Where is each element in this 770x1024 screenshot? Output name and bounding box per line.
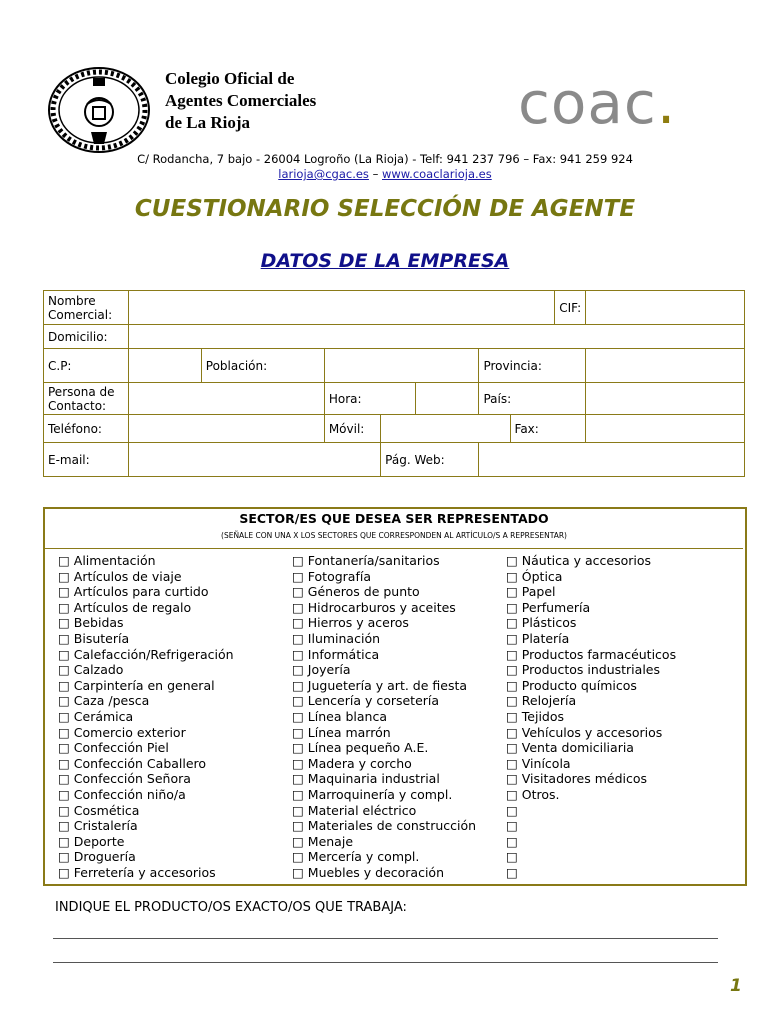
provincia-field[interactable] <box>586 349 745 383</box>
page-number: 1 <box>730 976 742 996</box>
company-data-form <box>43 290 745 477</box>
sectors-title: SECTOR/ES QUE DESEA SER REPRESENTADO <box>239 511 549 526</box>
answer-line-1[interactable] <box>53 938 718 939</box>
sector-checkbox-item[interactable]: □ Calzado <box>58 662 124 678</box>
sector-checkbox-item[interactable]: □ Calefacción/Refrigeración <box>58 646 234 662</box>
sector-checkbox-item[interactable]: □ Bisutería <box>58 630 130 646</box>
sector-checkbox-item[interactable]: □ Productos industriales <box>506 662 660 678</box>
college-seal-logo <box>46 66 152 154</box>
sector-checkbox-item[interactable]: □ Caza /pesca <box>58 693 150 709</box>
org-line-1: Colegio Oficial de <box>165 69 295 88</box>
domicilio-label: Domicilio: <box>44 325 129 349</box>
sector-checkbox-item[interactable]: □ Vehículos y accesorios <box>506 724 663 740</box>
sector-checkbox-item[interactable]: □ <box>506 849 518 865</box>
persona-contacto-field[interactable] <box>129 383 325 415</box>
pag-web-field[interactable] <box>479 443 745 477</box>
sector-checkbox-item[interactable]: □ Fontanería/sanitarios <box>292 553 440 568</box>
page-title: CUESTIONARIO SELECCIÓN DE AGENTE <box>134 196 636 222</box>
sector-checkbox-item[interactable]: □ Iluminación <box>292 630 381 646</box>
nombre-comercial-field[interactable] <box>129 291 555 325</box>
sector-checkbox-item[interactable]: □ Visitadores médicos <box>506 771 648 787</box>
sector-checkbox-item[interactable]: □ Muebles y decoración <box>292 864 444 880</box>
sector-checkbox-item[interactable]: □ Materiales de construcción <box>292 818 477 834</box>
sector-checkbox-item[interactable]: □ Confección Caballero <box>58 755 207 771</box>
provincia-label: Provincia: <box>479 349 586 383</box>
organization-name <box>165 68 316 134</box>
sector-checkbox-item[interactable]: □ Línea pequeño A.E. <box>292 740 429 756</box>
cif-label: CIF: <box>555 291 586 325</box>
persona-contacto-label: Persona de Contacto: <box>44 383 129 415</box>
website-link[interactable]: www.coaclarioja.es <box>382 167 492 181</box>
sector-checkbox-item[interactable]: □ Óptica <box>506 568 563 584</box>
movil-label: Móvil: <box>324 415 380 443</box>
org-line-2: Agentes Comerciales <box>165 91 317 110</box>
pag-web-label: Pág. Web: <box>381 443 479 477</box>
contact-links <box>0 167 770 181</box>
email-field[interactable] <box>129 443 381 477</box>
email-label: E-mail: <box>44 443 129 477</box>
sector-checkbox-item[interactable]: □ Línea marrón <box>292 724 391 740</box>
sector-checkbox-item[interactable]: □ Productos farmacéuticos <box>506 646 677 662</box>
telefono-label: Teléfono: <box>44 415 129 443</box>
sector-checkbox-item[interactable]: □ <box>506 833 518 849</box>
product-question: INDIQUE EL PRODUCTO/OS EXACTO/OS QUE TRABAJA: <box>55 900 407 915</box>
pais-field[interactable] <box>586 383 745 415</box>
coac-logo-dot: . <box>656 69 677 137</box>
sector-checkbox-item[interactable]: □ Madera y corcho <box>292 755 412 771</box>
hora-field[interactable] <box>416 383 479 415</box>
sector-checkbox-item[interactable]: □ Platería <box>506 630 570 646</box>
links-separator: – <box>368 167 382 181</box>
sectors-note: (SEÑALE CON UNA X LOS SECTORES QUE CORRESPONDEN AL ARTÍCULO/S A REPRESENTAR) <box>221 531 567 540</box>
sector-checkbox-item[interactable]: □ Artículos de regalo <box>58 599 192 615</box>
sector-checkbox-item[interactable]: □ Hidrocarburos y aceites <box>292 599 456 615</box>
sector-checkbox-item[interactable]: □ <box>506 802 518 818</box>
sector-checkbox-item[interactable]: □ Joyería <box>292 662 351 678</box>
sector-checkbox-item[interactable]: □ Confección Señora <box>58 771 191 787</box>
sectors-divider <box>45 548 743 549</box>
sector-checkbox-item[interactable]: □ Droguería <box>58 849 136 865</box>
coac-logo-text: coac <box>518 69 657 137</box>
sector-checkbox-item[interactable]: □ Venta domiciliaria <box>506 740 634 756</box>
sector-checkbox-item[interactable]: □ Juguetería y art. de fiesta <box>292 677 468 693</box>
pais-label: País: <box>479 383 586 415</box>
email-link[interactable]: larioja@cgac.es <box>278 167 369 181</box>
sector-checkbox-item[interactable]: □ Menaje <box>292 833 354 849</box>
sector-checkbox-item[interactable]: □ Línea blanca <box>292 708 387 724</box>
sector-checkbox-item[interactable]: □ Perfumería <box>506 599 591 615</box>
poblacion-field[interactable] <box>324 349 479 383</box>
cp-field[interactable] <box>129 349 201 383</box>
sector-checkbox-item[interactable]: □ Vinícola <box>506 755 571 771</box>
cp-label: C.P: <box>44 349 129 383</box>
sector-checkbox-item[interactable]: □ Papel <box>506 584 556 600</box>
poblacion-label: Población: <box>201 349 324 383</box>
sector-checkbox-item[interactable]: □ Comercio exterior <box>58 724 186 740</box>
sector-checkbox-item[interactable]: □ Plásticos <box>506 615 577 631</box>
sector-checkbox-item[interactable]: □ Hierros y aceros <box>292 615 409 631</box>
telefono-field[interactable] <box>129 415 325 443</box>
sector-checkbox-item[interactable]: □ Carpintería en general <box>58 677 215 693</box>
section-title: DATOS DE LA EMPRESA <box>260 250 510 272</box>
sector-checkbox-item[interactable]: □ <box>506 864 518 880</box>
fax-label: Fax: <box>510 415 586 443</box>
hora-label: Hora: <box>324 383 416 415</box>
sector-checkbox-item[interactable]: □ Alimentación <box>58 553 156 568</box>
sector-checkbox-item[interactable]: □ Deporte <box>58 833 125 849</box>
sectors-column-1 <box>58 553 234 880</box>
contact-address: C/ Rodancha, 7 bajo - 26004 Logroño (La Rioja) - Telf: 941 237 796 – Fax: 941 259 924 <box>137 152 633 166</box>
movil-field[interactable] <box>381 415 510 443</box>
sector-checkbox-item[interactable]: □ Maquinaria industrial <box>292 771 440 787</box>
sector-checkbox-item[interactable]: □ Producto químicos <box>506 677 637 693</box>
coac-logo <box>518 68 676 138</box>
org-line-3: de La Rioja <box>165 113 250 132</box>
sector-checkbox-item[interactable]: □ Artículos de viaje <box>58 568 182 584</box>
sector-checkbox-item[interactable]: □ Ferretería y accesorios <box>58 864 216 880</box>
sector-checkbox-item[interactable]: □ Informática <box>292 646 380 662</box>
sector-checkbox-item[interactable]: □ Bebidas <box>58 615 124 631</box>
sector-checkbox-item[interactable]: □ Fotografía <box>292 568 371 584</box>
sector-checkbox-item[interactable]: □ Cerámica <box>58 708 134 724</box>
fax-field[interactable] <box>586 415 745 443</box>
cif-field[interactable] <box>586 291 745 325</box>
answer-line-2[interactable] <box>53 962 718 963</box>
sectors-column-3 <box>506 553 676 880</box>
sector-checkbox-item[interactable]: □ Náutica y accesorios <box>506 553 651 568</box>
sector-checkbox-item[interactable]: □ Otros. <box>506 786 560 802</box>
sector-checkbox-item[interactable]: □ Relojería <box>506 693 577 709</box>
sector-checkbox-item[interactable]: □ Mercería y compl. <box>292 849 420 865</box>
domicilio-field[interactable] <box>129 325 745 349</box>
sector-checkbox-item[interactable]: □ Confección Piel <box>58 740 169 756</box>
sector-checkbox-item[interactable]: □ Material eléctrico <box>292 802 417 818</box>
nombre-comercial-label: Nombre Comercial: <box>44 291 129 325</box>
sector-checkbox-item[interactable]: □ <box>506 818 518 834</box>
sector-checkbox-item[interactable]: □ Cristalería <box>58 818 138 834</box>
sector-checkbox-item[interactable]: □ Confección niño/a <box>58 786 186 802</box>
sector-checkbox-item[interactable]: □ Géneros de punto <box>292 584 420 600</box>
sector-checkbox-item[interactable]: □ Tejidos <box>506 708 565 724</box>
sector-checkbox-item[interactable]: □ Artículos para curtido <box>58 584 209 600</box>
sector-checkbox-item[interactable]: □ Lencería y corsetería <box>292 693 440 709</box>
sector-checkbox-item[interactable]: □ Cosmética <box>58 802 140 818</box>
sector-checkbox-item[interactable]: □ Marroquinería y compl. <box>292 786 453 802</box>
sectors-column-2 <box>292 553 476 880</box>
